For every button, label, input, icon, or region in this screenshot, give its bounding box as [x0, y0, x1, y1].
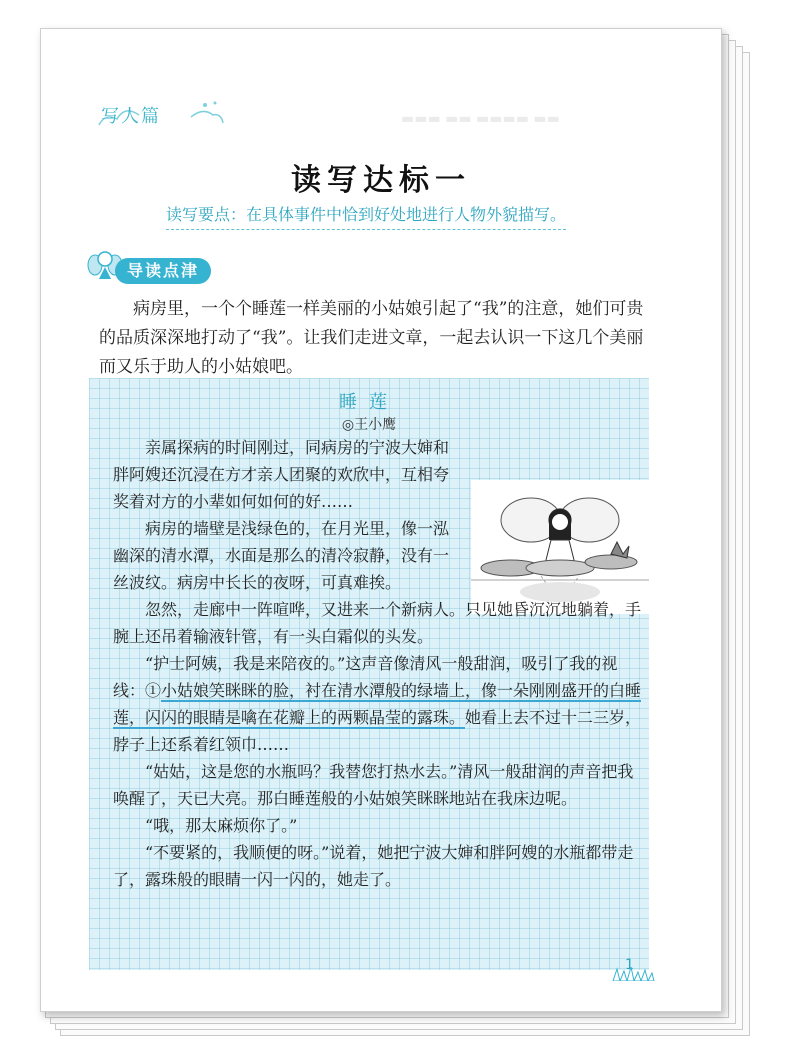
- story-title: 睡莲: [339, 392, 399, 413]
- story-author: ◎王小鹰: [341, 417, 397, 433]
- reading-keypoint: [166, 202, 566, 230]
- story-paragraph-7: “不要紧的，我顺便的呀。”说着，她把宁波大婶和胖阿嫂的水瓶都带走了，露珠般的眼睛一闪一闪的，她走了。: [113, 843, 634, 889]
- p4-end: 她看上去不过十二三岁，脖子上还系着红领巾……: [113, 708, 642, 754]
- bleed-through-text: ▬▬▬ ▬▬ ▬▬▬▬ ▬▬: [401, 111, 560, 127]
- page-title: 读写达标一: [291, 163, 471, 198]
- book-page: [40, 28, 722, 1012]
- page-number: 1: [625, 957, 634, 973]
- story-paragraph-5: “姑姑，这是您的水瓶吗？我替您打热水去。”清风一般甜润的声音把我唤醒了，天已大亮。那白睡莲般的小姑娘笑眯眯地站在我床边呢。: [113, 762, 634, 808]
- story-box: [89, 378, 649, 970]
- story-text: [113, 434, 643, 893]
- story-paragraph-4: [113, 650, 643, 758]
- grass-decoration-icon: [611, 967, 655, 981]
- p4-start: “护士阿姨，我是来陪夜的。”这声音像清风一般甜润，吸引了我的视线：: [113, 654, 618, 700]
- story-paragraph-2: 病房的墙壁是浅绿色的，在月光里，像一泓幽深的清水潭，水面是那么的清冷寂静，没有一丝波纹。病房中长长的夜呀，可真难挨。: [113, 519, 450, 592]
- underlined-sentence: 小姑娘笑眯眯的脸，衬在清水潭般的绿墙上，像一朵刚刚盛开的白睡莲，闪闪的眼睛是噙在花瓣上的两颗晶莹的露珠。: [113, 681, 642, 727]
- story-paragraph-6: “哦，那太麻烦你了。”: [145, 816, 298, 835]
- guide-paragraph: 病房里，一个个睡莲一样美丽的小姑娘引起了“我”的注意，她们可贵的品质深深地打动了“我”。让我们走进文章，一起去认识一下这几个美丽而又乐于助人的小姑娘吧。: [99, 299, 644, 377]
- keypoint-text: 在具体事件中恰到好处地进行人物外貌描写。: [246, 205, 567, 224]
- keypoint-label: 读写要点：: [166, 205, 247, 224]
- annotation-marker: ①: [145, 681, 162, 700]
- section-label: 写人篇: [101, 106, 161, 127]
- guide-badge: 导读点津: [115, 258, 211, 284]
- story-paragraph-1: 亲属探病的时间刚过，同病房的宁波大婶和胖阿嫂还沉浸在方才亲人团聚的欢欣中，互相夸奖着对方的小辈如何如何的好……: [113, 438, 450, 511]
- story-paragraph-3: 忽然，走廊中一阵喧哗，又进来一个新病人。只见她昏沉沉地躺着，手腕上还吊着输液针管，有一头白霜似的头发。: [113, 600, 642, 646]
